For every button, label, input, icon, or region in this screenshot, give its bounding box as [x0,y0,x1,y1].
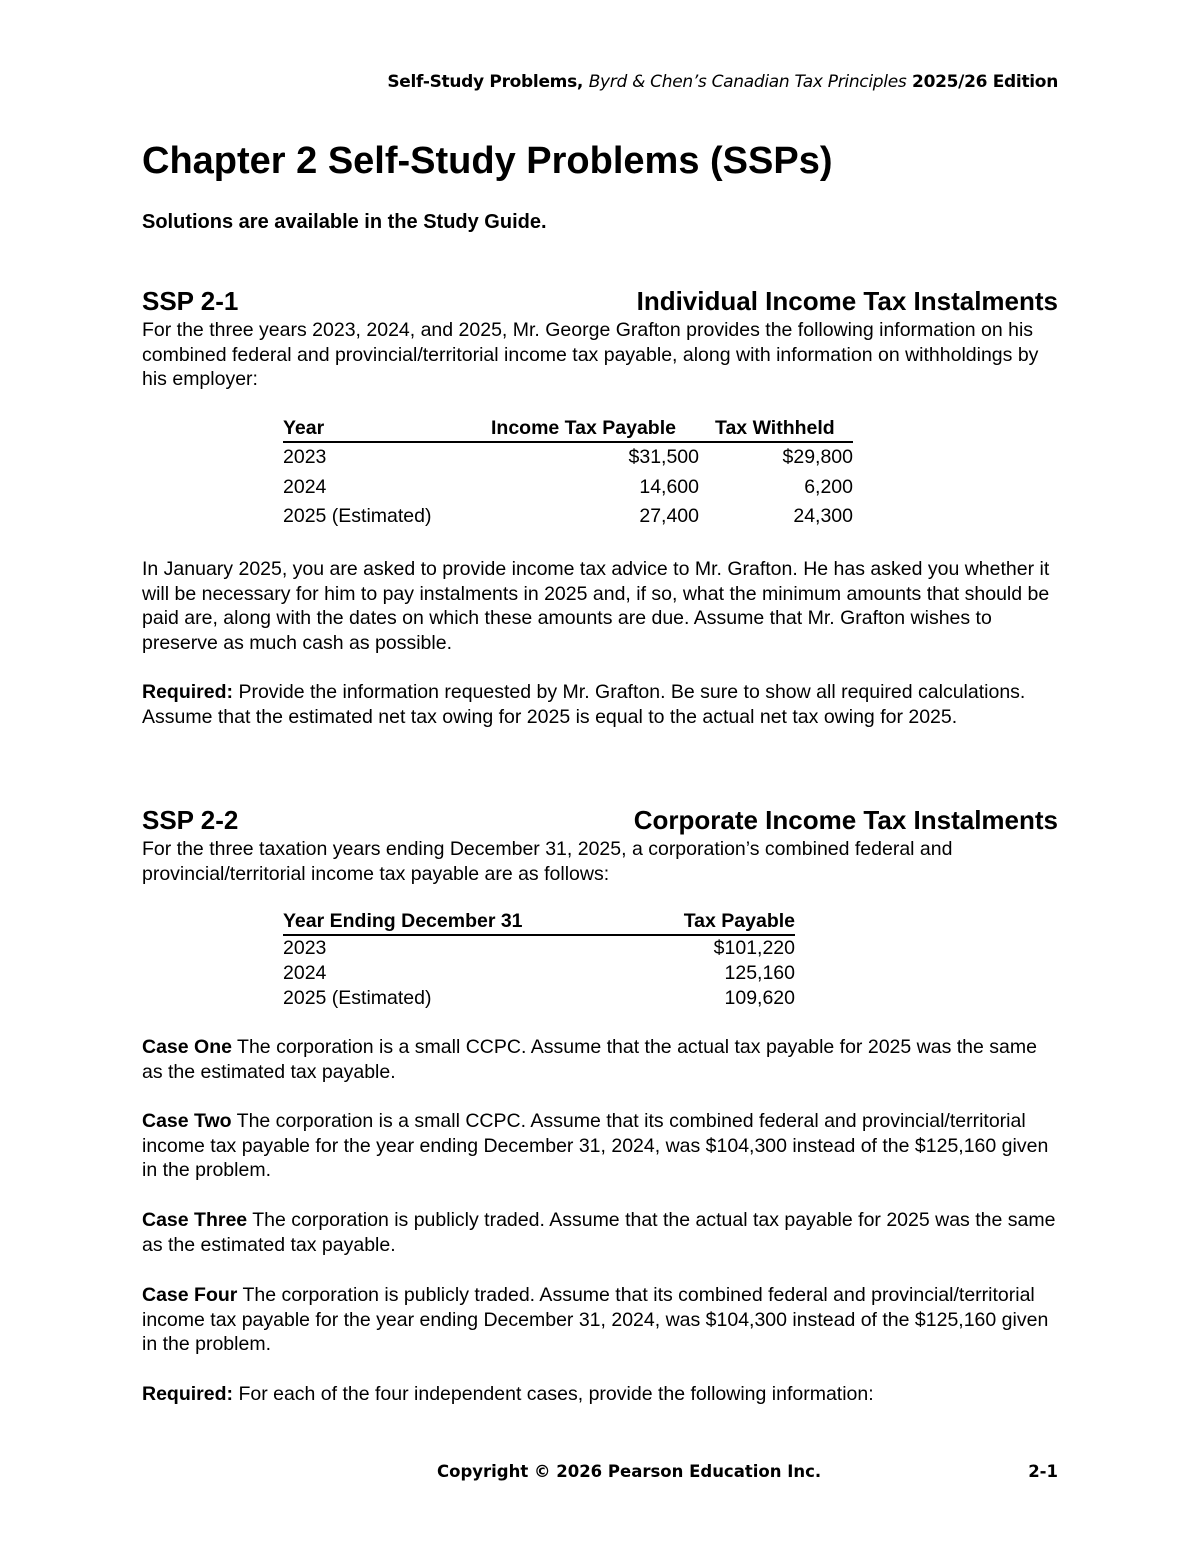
ssp1-intro: For the three years 2023, 2024, and 2025, Mr. George Grafton provides the following information on his combined federal and provincial/territorial income tax payable, along with information on withholdings by his employer: [142,319,1039,390]
case-four [142,1283,1058,1357]
table-row [283,502,853,532]
ssp2-required-text: For each of the four independent cases, provide the following information: [238,1383,874,1405]
case-three [142,1208,1058,1257]
case-label: Case Four [142,1284,238,1306]
ssp2-col-tax-payable: Tax Payable [683,910,795,932]
case-text: The corporation is a small CCPC. Assume that the actual tax payable for 2025 was the same as the estimated tax payable. [142,1036,1037,1083]
ssp1-number: SSP 2-1 [142,286,239,316]
table-cell: 125,160 [724,962,795,984]
table-cell: 2024 [283,962,327,984]
table-cell: $31,500 [628,446,699,468]
ssp1-heading [142,286,1058,317]
table-cell: 2024 [283,475,327,498]
case-text: The corporation is publicly traded. Assume that its combined federal and provincial/territorial income tax payable for the year ending December 31, 2024, was $104,300 instead of the $125,160 given in the problem. [142,1284,1049,1355]
table-cell: $101,220 [713,937,795,959]
header-edition: 2025/26 Edition [912,72,1058,92]
chapter-title: Chapter 2 Self-Study Problems (SSPs) [142,140,833,182]
table-row [283,986,795,1011]
table-row [283,961,795,986]
table-cell: 109,620 [724,987,795,1009]
ssp2-table [283,910,795,1011]
footer-copyright: Copyright © 2026 Pearson Education Inc. [437,1462,822,1481]
ssp1-required-text: Provide the information requested by Mr. Grafton. Be sure to show all required calculations. Assume that the estimated net tax owing for 2025 is equal to the actual net tax owing for 2025. [142,681,1026,728]
case-two [142,1109,1058,1183]
ssp1-table [283,417,853,532]
ssp1-required [142,680,1058,729]
table-row [283,473,853,503]
table-cell: 6,200 [804,475,853,498]
table-cell: 2023 [283,937,327,959]
ssp2-required [142,1382,1058,1407]
ssp2-intro: For the three taxation years ending December 31, 2025, a corporation’s combined federal and provincial/territorial income tax payable are as follows: [142,838,953,885]
case-one [142,1035,1058,1084]
ssp1-table-header [283,417,853,443]
ssp1-col-tax-payable: Income Tax Payable [491,417,676,439]
table-cell: 14,600 [639,475,699,498]
ssp1-col-tax-withheld: Tax Withheld [715,417,835,439]
table-cell: 2025 (Estimated) [283,505,432,527]
table-cell: 24,300 [793,505,853,527]
table-cell: 27,400 [639,505,699,527]
table-row [283,443,853,473]
ssp1-required-label: Required: [142,681,234,703]
header-book-title: Byrd & Chen’s Canadian Tax Principles [588,72,907,92]
header-part1: Self-Study Problems, [387,72,584,92]
ssp2-required-label: Required: [142,1383,234,1405]
ssp2-heading [142,805,1058,836]
ssp2-table-header [283,910,795,936]
table-cell: 2023 [283,446,327,468]
case-text: The corporation is publicly traded. Assume that the actual tax payable for 2025 was the same as the estimated tax payable. [142,1209,1056,1256]
case-text: The corporation is a small CCPC. Assume that its combined federal and provincial/territorial income tax payable for the year ending December 31, 2024, was $104,300 instead of the $125,160 given in the problem. [142,1110,1049,1181]
case-label: Case Two [142,1110,232,1132]
running-header [387,72,1058,92]
case-label: Case Three [142,1209,248,1231]
table-cell: 2025 (Estimated) [283,987,432,1009]
ssp2-number: SSP 2-2 [142,805,239,835]
ssp2-title: Corporate Income Tax Instalments [633,805,1058,835]
ssp1-title: Individual Income Tax Instalments [636,286,1058,316]
case-label: Case One [142,1036,232,1058]
table-row [283,936,795,961]
ssp1-col-year: Year [283,417,325,439]
table-cell: $29,800 [782,446,853,468]
ssp2-col-year: Year Ending December 31 [283,910,523,932]
footer-page-number: 2-1 [1028,1462,1058,1481]
ssp1-body: In January 2025, you are asked to provide income tax advice to Mr. Grafton. He has asked you whether it will be necessary for him to pay instalments in 2025 and, if so, what the minimum amounts that should be paid are, along with the dates on which these amounts are due. Assume that Mr. Grafton wishes to preserve as much cash as possible. [142,558,1050,654]
subtitle: Solutions are available in the Study Guide. [142,211,547,233]
